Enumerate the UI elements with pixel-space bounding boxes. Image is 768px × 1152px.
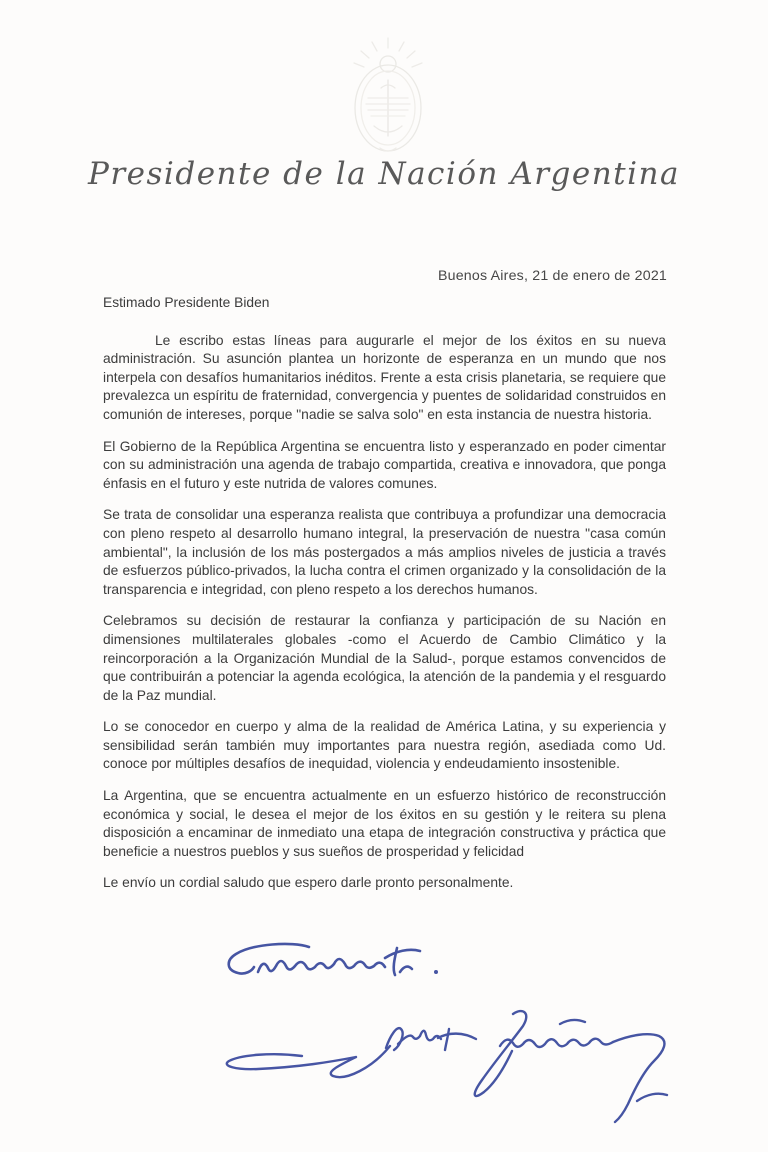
letter-paragraph: Lo se conocedor en cuerpo y alma de la realidad de América Latina, y su experiencia y sensibilidad serán también muy importantes para nuestra región, asediada como Ud. conoce por múltiples desafíos de inequidad, violencia y endeudamiento insostenible.	[103, 719, 666, 772]
signature-name-text	[0, 930, 1, 931]
letter-paragraph: Le envío un cordial saludo que espero darle pronto personalmente.	[103, 875, 514, 891]
letter-body	[103, 294, 666, 906]
embossed-seal-icon	[354, 38, 422, 151]
letter-paragraph: La Argentina, que se encuentra actualmente en un esfuerzo histórico de reconstrucción económica y social, le desea el mejor de los éxitos en su gestión y le reitera su plena disposición a encaminar de inmediato una etapa de integración constructiva y práctica que beneficie a nuestros pueblos y sus sueños de prosperidad y felicidad	[103, 788, 666, 859]
salutation: Estimado Presidente Biden	[103, 295, 270, 310]
closing-text	[0, 930, 1, 931]
letter-paragraph: El Gobierno de la República Argentina se encuentra listo y esperanzado en poder cimentar con su administración una agenda de trabajo compartida, creativa e innovadora, que ponga énfasis en el futuro y este nutrida de valores comunes.	[103, 438, 666, 491]
signature-block	[0, 930, 768, 1152]
letter-paragraph: Se trata de consolidar una esperanza realista que contribuya a profundizar una democracia con pleno respeto al desarrollo humano integral, la preservación de nuestra "casa común ambiental", la inclusión de los más postergados a más amplios niveles de justicia a través de esfuerzos público-privados, la lucha contra el crimen organizado y la consolidación de la transparencia e integridad, con pleno respeto a los derechos humanos.	[103, 507, 666, 597]
letter-paragraph: Celebramos su decisión de restaurar la confianza y participación de su Nación en dimensiones multilaterales globales -como el Acuerdo de Cambio Climático y la reincorporación a la Organización Mundial de la Salud-, porque estamos convencidos de que contribuirán a potenciar la agenda ecológica, la atención de la pandemia y el resguardo de la Paz mundial.	[103, 613, 666, 703]
date-line: Buenos Aires, 21 de enero de 2021	[437, 268, 667, 284]
letterhead-title: Presidente de la Nación Argentina	[88, 156, 680, 192]
letter-paragraph: Le escribo estas líneas para augurarle el mejor de los éxitos en su nueva administración. Su asunción plantea un horizonte de esperanza en un mundo que nos interpela con desafíos humanitarios inéditos. Frente a esta crisis planetaria, se requiere que prevalezca un espíritu de fraternidad, convergencia y puentes de solidaridad construidos en comunión de intereses, porque "nadie se salva solo" en esta instancia de nuestra historia.	[103, 332, 666, 422]
